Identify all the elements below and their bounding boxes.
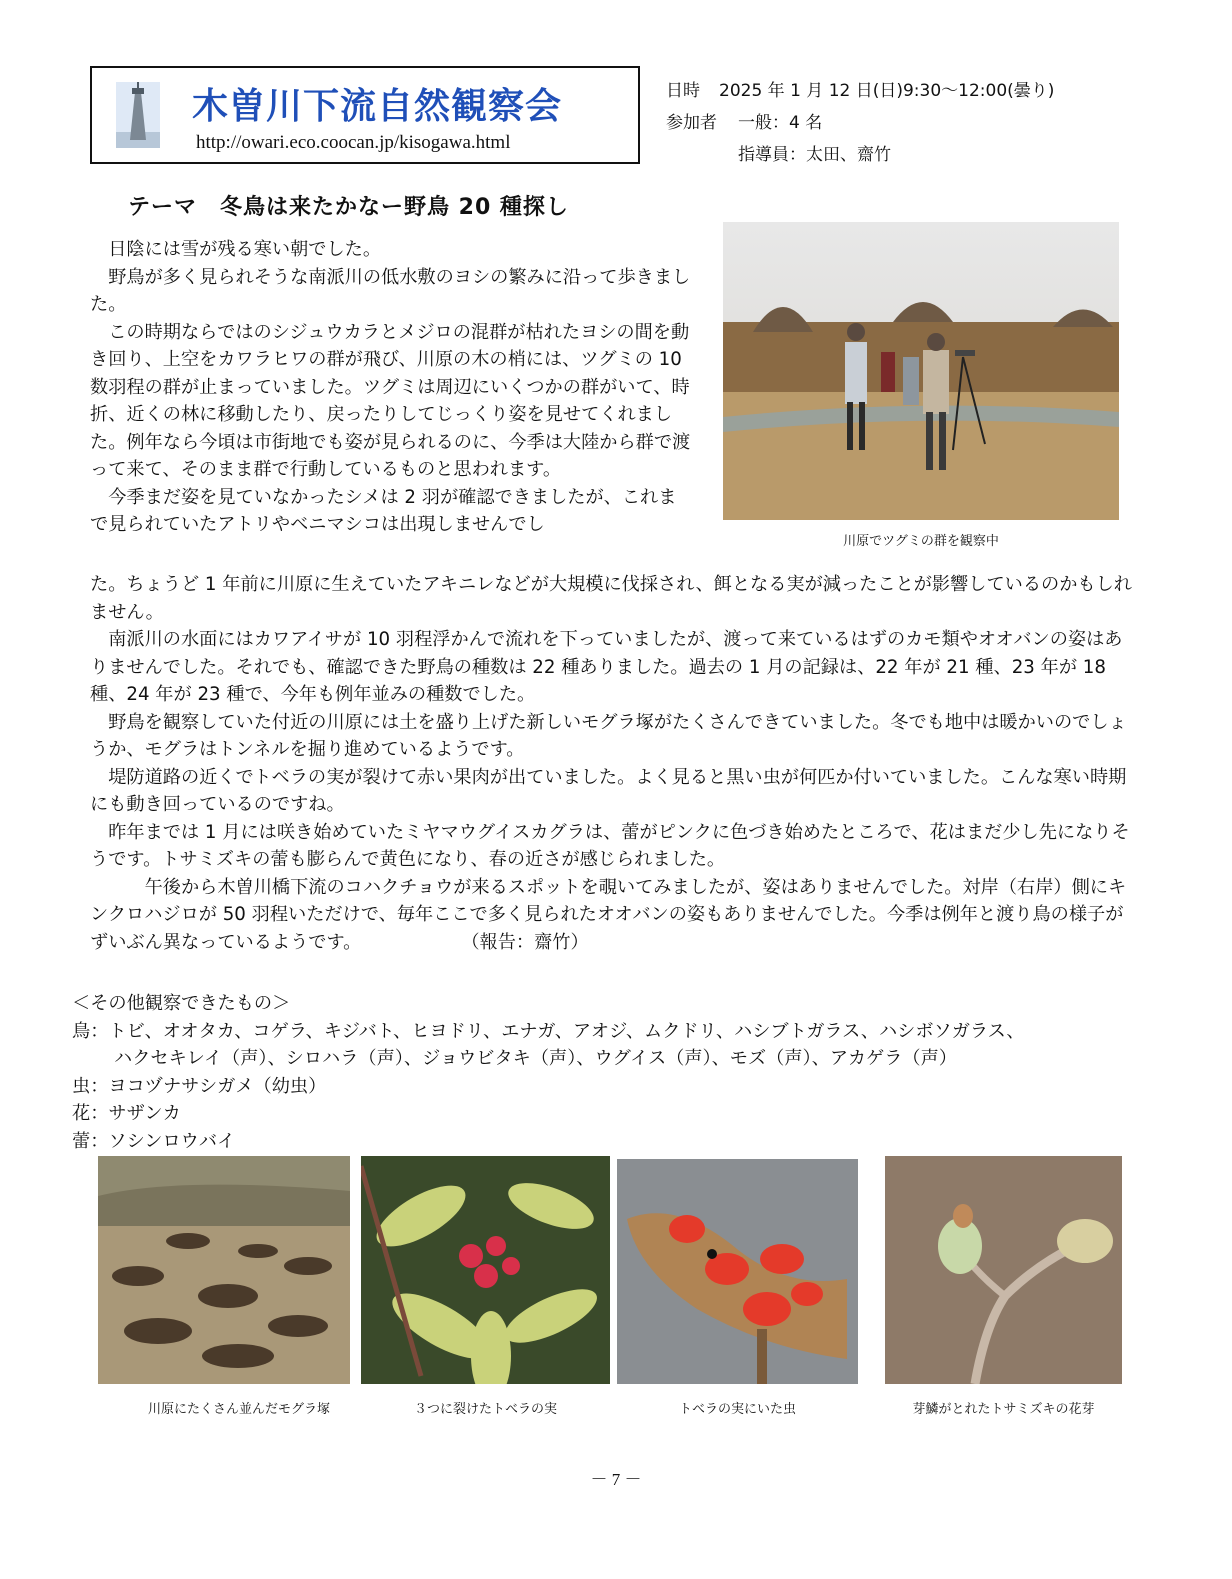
tower-logo-icon bbox=[116, 82, 160, 148]
photo-caption-4: 芽鱗がとれたトサミズキの花芽 bbox=[912, 1402, 1095, 1417]
page-number: － 7 － bbox=[590, 1470, 642, 1489]
tosamizuki-bud-photo-icon bbox=[885, 1156, 1122, 1384]
main-photo-caption: 川原でツグミの群を観察中 bbox=[843, 534, 999, 549]
birds-label: 鳥： bbox=[72, 1020, 109, 1042]
flowers-row bbox=[72, 1100, 1025, 1128]
photo-molehills bbox=[98, 1156, 350, 1384]
body-text-upper bbox=[90, 236, 692, 539]
paragraph-9-text: 午後から木曽川橋下流のコハクチョウが来るスポットを覗いてみましたが、姿はありませんでした。対岸（右岸）側にキンクロハジロが 50 羽程いただけで、毎年ここで多く見られたオオバンの姿もありませんでした。今季は例年と渡り鳥の様子がずいぶん異なっているようです。 bbox=[90, 876, 1127, 953]
paragraph-3: この時期ならではのシジュウカラとメジロの混群が枯れたヨシの間を動き回り、上空をカワラヒワの群が飛び、川原の木の梢には、ツグミの 10 数羽程の群が止まっていました。ツグミは周辺にいくつかの群がいて、時折、近くの林に移動したり、戻ったりしてじっくり姿を見せてくれました。例年なら今頃は市街地でも姿が見られるのに、今季は大陸から群で渡って来て、そのまま群で行動しているものと思われます。 bbox=[90, 321, 691, 480]
insects-label: 虫： bbox=[72, 1075, 109, 1097]
flowers-value: サザンカ bbox=[108, 1103, 181, 1124]
birds-line-1: トビ、オオタカ、コゲラ、キジバト、ヒヨドリ、エナガ、アオジ、ムクドリ、ハシブトガラス、ハシボソガラス、 bbox=[108, 1020, 1025, 1042]
paragraph-6: 野鳥を観察していた付近の川原には土を盛り上げた新しいモグラ塚がたくさんできていました。冬でも地中は暖かいのでしょうか、モグラはトンネルを掘り進めているようです。 bbox=[90, 711, 1127, 760]
insect-photo-icon bbox=[617, 1159, 858, 1384]
birds-line-2: ハクセキレイ（声）、シロハラ（声）、ジョウビタキ（声）、ウグイス（声）、モズ（声）、アカゲラ（声） bbox=[114, 1048, 957, 1069]
flowers-label: 花： bbox=[72, 1103, 109, 1124]
date-value: 2025 年 1 月 12 日(日)9:30～12:00(曇り) bbox=[719, 81, 1055, 101]
org-url[interactable]: http://owari.eco.coocan.jp/kisogawa.html bbox=[196, 132, 511, 153]
birdwatching-photo-icon bbox=[723, 222, 1119, 520]
leaders-value: 指導員：太田、齋竹 bbox=[738, 145, 891, 165]
paragraph-4a: 今季まだ姿を見ていなかったシメは 2 羽が確認できましたが、これまで見られていたアトリやベニマシコは出現しませんでし bbox=[90, 486, 677, 535]
tobira-fruit-photo-icon bbox=[361, 1156, 610, 1384]
buds-label: 蕾： bbox=[72, 1130, 109, 1152]
org-title: 木曽川下流自然観察会 bbox=[192, 86, 563, 127]
body-text-lower bbox=[90, 571, 1140, 956]
photo-insect-on-fruit bbox=[617, 1159, 858, 1384]
molehills-photo-icon bbox=[98, 1156, 350, 1384]
paragraph-4b: た。ちょうど 1 年前に川原に生えていたアキニレなどが大規模に伐採され、餌となる実が減ったことが影響しているのかもしれません。 bbox=[90, 574, 1132, 623]
insects-value: ヨコヅナサシガメ（幼虫） bbox=[108, 1075, 327, 1097]
paragraph-5: 南派川の水面にはカワアイサが 10 羽程浮かんで流れを下っていましたが、渡って来ているはずのカモ類やオオバンの姿はありませんでした。それでも、確認できた野鳥の種数は 22 種ありました。過去の 1 月の記録は、22 年が 21 種、23 年が 18 種、24 年が 23 種で、今年も例年並みの種数でした。 bbox=[90, 629, 1123, 705]
others-heading: ＜その他観察できたもの＞ bbox=[72, 993, 291, 1014]
photo-caption-3: トベラの実にいた虫 bbox=[678, 1402, 796, 1417]
paragraph-8: 昨年までは 1 月には咲き始めていたミヤマウグイスカグラは、蕾がピンクに色づき始めたところで、花はまだ少し先になりそうです。トサミズキの蕾も膨らんで黄色になり、春の近さが感じられました。 bbox=[90, 821, 1130, 870]
paragraph-2: 野鳥が多く見られそうな南派川の低水敷のヨシの繁みに沿って歩きました。 bbox=[90, 266, 691, 315]
paragraph-7: 堤防道路の近くでトベラの実が裂けて赤い果肉が出ていました。よく見ると黒い虫が何匹か付いていました。こんな寒い時期にも動き回っているのですね。 bbox=[90, 766, 1127, 815]
date-label: 日時 bbox=[666, 81, 700, 101]
photo-caption-2: ３つに裂けたトベラの実 bbox=[413, 1402, 557, 1417]
paragraph-1: 日陰には雪が残る寒い朝でした。 bbox=[108, 239, 382, 260]
participants-label: 参加者 bbox=[666, 113, 717, 133]
birds-row bbox=[72, 1018, 1025, 1046]
other-observations bbox=[72, 990, 1025, 1155]
header-box bbox=[90, 66, 640, 164]
main-photo bbox=[723, 222, 1119, 520]
buds-row bbox=[72, 1128, 1025, 1156]
paragraph-9 bbox=[90, 874, 1140, 957]
report-credit: （報告：齋竹） bbox=[461, 931, 589, 953]
participants-value: 一般：4 名 bbox=[738, 113, 823, 133]
photo-tobira-fruit bbox=[361, 1156, 610, 1384]
buds-value: ソシンロウバイ bbox=[108, 1130, 236, 1152]
photo-caption-1: 川原にたくさん並んだモグラ塚 bbox=[147, 1402, 330, 1417]
photo-tosamizuki-bud bbox=[885, 1156, 1122, 1384]
theme-heading: テーマ 冬鳥は来たかなー野鳥 20 種探し bbox=[128, 195, 569, 220]
insects-row bbox=[72, 1073, 1025, 1101]
